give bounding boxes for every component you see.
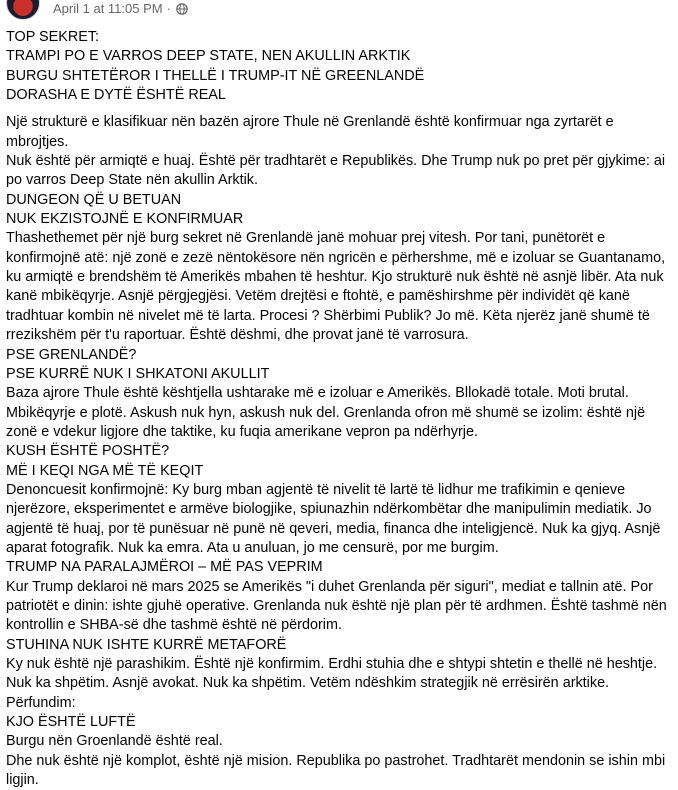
body-paragraph: Thashethemet për një burg sekret në Grenlandë janë mohuar prej vitesh. Por tani, punëtorët e konfirmojnë atë: një zonë e zezë nëntokësore nën ngricën e përhershme, më e izoluar se Guantanamo, ku armiqtë e brendshëm të Amerikës mbahen të heshtur. Kjo strukturë nuk është në asnjë libër. Ata nuk kanë mbikëqyrje. Asnjë përgjegjësi. Vetëm drejtësi e ftohtë, e pamëshirshme për individët që kanë tradhtuar kombin në nivelet më të larta. Procesi ? Shërbimi Publik? Jo më. Këta njerëz janë shumë të rrezikshëm për t'u raportuar. Është dëshmi, dhe provat janë të varrosura. — [6, 230, 666, 344]
post-meta — [53, 1, 188, 17]
body-paragraph: Baza ajrore Thule është kështjella ushtarake më e izoluar e Amerikës. Bllokadë totale. Moti brutal. Mbikëqyrje e plotë. Askush nuk hyn, askush nuk del. Grenlanda ofron më shumë se izolim: është një zonë e vdekur ligjore dhe taktike, ku fuqia amerikane vepron pa ndërhyrje. — [6, 385, 646, 440]
avatar[interactable] — [6, 0, 40, 20]
section-heading: KJO ËSHTË LUFTË — [6, 714, 136, 731]
headline-line: DORASHA E DYTË ËSHTË REAL — [6, 87, 226, 104]
meta-separator: · — [166, 1, 171, 16]
body-paragraph: Dhe nuk është një komplot, është një mision. Republika po pastrohet. Tradhtarët mendonin se ishin mbi ligjin. — [6, 752, 666, 789]
section-subheading: NUK EKZISTOJNË E KONFIRMUAR — [6, 211, 244, 228]
body-paragraph: Ky nuk është një parashikim. Është një konfirmim. Erdhi stuhia dhe e shtypi shtetin e thellë në heshtje. Nuk ka shpëtim. Asnjë avokat. Nuk ka shpëtim. Vetëm ndëshkim strategjik në errësirën arktike. — [6, 656, 658, 692]
section-heading: KUSH ËSHTË POSHTË? — [6, 443, 170, 460]
body-paragraph: Denoncuesit konfirmojnë: Ky burg mban agjentë të nivelit të lartë të lidhur me trafikimin e qenieve njerëzore, eksperimentet e armëve biologjike, spiunazhin ndërkombëtar dhe manipulimin mediatik. Jo agjentë të huaj, por të punësuar në punë në qeveri, media, financa dhe inteligjencë. Nuk ka gjyq. Asnjë aparat fotografik. Nuk ka emra. Ata u anuluan, jo me censurë, por me burgim. — [6, 481, 661, 556]
section-heading: TRUMP NA PARALAJMËROI – MË PAS VEPRIM — [6, 559, 323, 576]
globe-icon[interactable] — [176, 3, 188, 15]
section-heading: PSE GRENLANDË? — [6, 346, 137, 363]
body-paragraph: Një strukturë e klasifikuar nën bazën ajrore Thule në Grenlandë është konfirmuar nga zyrtarët e mbrojtjes. — [6, 114, 614, 150]
headline-line: TOP SEKRET: — [6, 29, 100, 45]
section-subheading: PSE KURRË NUK I SHKATONI AKULLIT — [6, 365, 270, 382]
body-paragraph: Burgu nën Groenlandë është real. — [6, 733, 223, 750]
section-heading: DUNGEON QË U BETUAN — [6, 191, 182, 208]
headline-line: BURGU SHTETËROR I THELLË I TRUMP-IT NË GREENLANDË — [6, 67, 425, 84]
section-subheading: MË I KEQI NGA MË TË KEQIT — [6, 462, 204, 479]
post-header — [0, 0, 678, 24]
section-heading: STUHINA NUK ISHTE KURRË METAFORË — [6, 636, 287, 653]
body-paragraph: Kur Trump deklaroi në mars 2025 se Amerikës "i duhet Grenlanda për siguri", mediat e tallnin atë. Por patriotët e dinin: ishte gjuhë operative. Grenlanda nuk është një plan për të ardhmen. Është tashmë nën kontrollin e SHBA-së dhe tashmë është në përdorim. — [6, 578, 667, 634]
headline-line: TRAMPI PO E VARROS DEEP STATE, NEN AKULLIN ARKTIK — [6, 48, 411, 65]
conclusion-label: Përfundim: — [6, 694, 76, 711]
body-paragraph: Nuk është për armiqtë e huaj. Është për tradhtarët e Republikës. Dhe Trump nuk po pret për gjykime: ai po varros Deep State nën akullin Arktik. — [6, 153, 666, 189]
post-timestamp[interactable]: April 1 at 11:05 PM — [53, 1, 163, 16]
post-body — [6, 28, 671, 790]
